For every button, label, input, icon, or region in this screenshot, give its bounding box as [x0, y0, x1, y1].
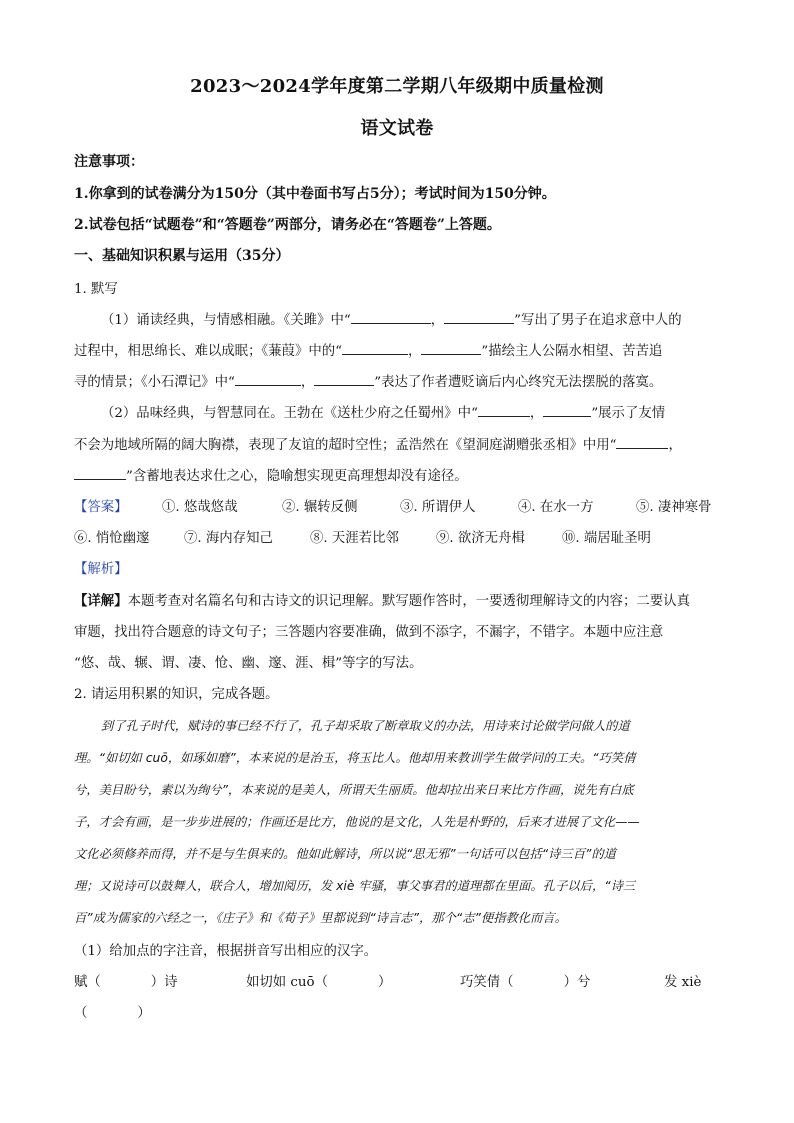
section-heading: 一、基础知识积累与运用（35分）: [74, 248, 290, 264]
text: ”展示了友情: [591, 406, 666, 421]
q1-p1-line2: [74, 340, 662, 359]
text: ”描绘主人公隔水相望、苦苦追: [481, 344, 663, 359]
q1-p2-line3: [74, 465, 468, 484]
answer-item: ②. 辗转反侧: [282, 500, 358, 515]
fill-b[interactable]: [246, 971, 391, 990]
notes-heading: 注意事项：: [74, 154, 144, 170]
text: ，: [407, 344, 422, 359]
passage-line: 到了孔子时代，赋诗的事已经不行了，孔子却采取了断章取义的办法，用诗来讨论做学问做人的道: [101, 719, 630, 733]
sub-question-1: （1）给加点的字注音，根据拼音写出相应的汉字。: [74, 944, 378, 959]
fill-c[interactable]: [460, 971, 590, 990]
blank[interactable]: [543, 403, 591, 417]
page-title: 2023～2024学年度第二学期八年级期中质量检测: [190, 76, 604, 97]
answer-item: ①. 悠哉悠哉: [162, 500, 238, 515]
passage-line: 理；又说诗可以鼓舞人，联合人，增加阅历，发 xiè 牢骚，事父事君的道理都在里面。孔子以后，“诗三: [74, 879, 636, 893]
answer-item: ④. 在水一方: [518, 500, 594, 515]
blank[interactable]: [444, 310, 514, 324]
blank[interactable]: [478, 403, 530, 417]
question-1-label: 1. 默写: [74, 282, 118, 297]
passage-line: 理。“如切如 cuō，如琢如磨”，本来说的是治玉，将玉比人。他却用来教训学生做学问的工夫。“巧笑倩: [74, 751, 636, 765]
text: （: [74, 1006, 88, 1021]
text: 不会为地域所隔的阔大胸襟，表现了友谊的超时空性；孟浩然在《望洞庭湖赠张丞相》中用“: [74, 438, 617, 453]
fill-d-blank[interactable]: [74, 1002, 151, 1021]
blank[interactable]: [74, 466, 126, 480]
fill-a[interactable]: [74, 971, 178, 990]
q1-p2-line2: [74, 434, 682, 453]
q1-p1-line3: [74, 371, 662, 390]
blank[interactable]: [616, 435, 668, 449]
text: ，: [668, 438, 682, 453]
text: ，: [529, 406, 544, 421]
fill-d[interactable]: 发 xiè: [664, 975, 702, 990]
text: 巧笑倩（: [460, 975, 514, 990]
answer-item: ⑧. 天涯若比邻: [310, 531, 399, 546]
detail-line-3: “悠、哉、辗、谓、凄、怆、幽、邃、涯、楫”等字的写法。: [74, 656, 423, 671]
passage-line: 兮，美目盼兮，素以为绚兮”，本来说的是美人，所谓天生丽质。他却拉出来日来比方作画，说先有白底: [74, 783, 634, 797]
detail-line-1: [74, 590, 690, 609]
detail-line-2: 审题，找出符合题意的诗文句子；三答题内容要准确，做到不添字，不漏字，不错字。本题中应注意: [74, 625, 664, 640]
text: 赋（: [74, 975, 101, 990]
detail-tag: 【详解】: [74, 593, 128, 609]
answer-row-1: [74, 496, 724, 515]
question-2-label: 2. 请运用积累的知识，完成各题。: [74, 687, 279, 702]
blank[interactable]: [314, 372, 374, 386]
blank[interactable]: [351, 310, 431, 324]
text: 本题考查对名篇名句和古诗文的识记理解。默写题作答时，一要透彻理解诗文的内容；二要认真: [127, 594, 690, 609]
answer-item: ⑨. 欲济无舟楫: [436, 531, 525, 546]
text: ）: [378, 975, 392, 990]
q1-p1-line1: [101, 309, 682, 328]
answer-item: ⑩. 端居耻圣明: [562, 531, 651, 546]
q1-p2-line1: [101, 402, 665, 421]
passage-line: 子，才会有画，是一步步进展的；作画还是比方，他说的是文化，人先是朴野的，后来才进展了文化——: [74, 815, 640, 829]
blank[interactable]: [421, 341, 481, 355]
text: ”表达了作者遭贬谪后内心终究无法摆脱的落寞。: [374, 375, 663, 390]
answer-item: ③. 所谓伊人: [400, 500, 476, 515]
passage-line: 百”成为儒家的六经之一，《庄子》和《荀子》里都说到“诗言志”，那个“志”便指教化而言。: [74, 911, 567, 925]
text: ，: [430, 313, 445, 328]
text: ”写出了男子在追求意中人的: [514, 313, 682, 328]
answer-item: ⑤. 凄神寒骨: [636, 500, 712, 515]
answer-tag: 【答案】: [74, 500, 128, 515]
answer-item: ⑥. 悄怆幽邃: [74, 531, 150, 546]
blank[interactable]: [342, 341, 408, 355]
text: 如切如 cuō（: [246, 975, 329, 990]
text: ）: [137, 1006, 151, 1021]
answer-item: ⑦. 海内存知己: [184, 531, 273, 546]
text: ）诗: [150, 975, 178, 990]
blank[interactable]: [235, 372, 301, 386]
passage-line: 文化必须修养而得，并不是与生俱来的。他如此解诗，所以说“思无邪”一句话可以包括“诗三百”的道: [74, 847, 616, 861]
analysis-tag: 【解析】: [74, 562, 128, 577]
text: 过程中，相思绵长、难以成眠；《蒹葭》中的“: [74, 344, 342, 359]
text: （2）品味经典，与智慧同在。王勃在《送杜少府之任蜀州》中“: [101, 406, 478, 421]
notes-item-1: 1.你拿到的试卷满分为150分（其中卷面书写占5分）；考试时间为150分钟。: [74, 186, 556, 202]
text: 寻的情景；《小石潭记》中“: [74, 375, 235, 390]
page-subtitle: 语文试卷: [360, 118, 434, 139]
text: ，: [300, 375, 315, 390]
text: ）兮: [563, 975, 591, 990]
text: （1）诵读经典，与情感相融。《关雎》中“: [101, 313, 351, 328]
text: ”含蓄地表达求仕之心，隐喻想实现更高理想却没有途径。: [126, 469, 468, 484]
notes-item-2: 2.试卷包括“试题卷”和“答题卷”两部分，请务必在“答题卷”上答题。: [74, 217, 501, 233]
